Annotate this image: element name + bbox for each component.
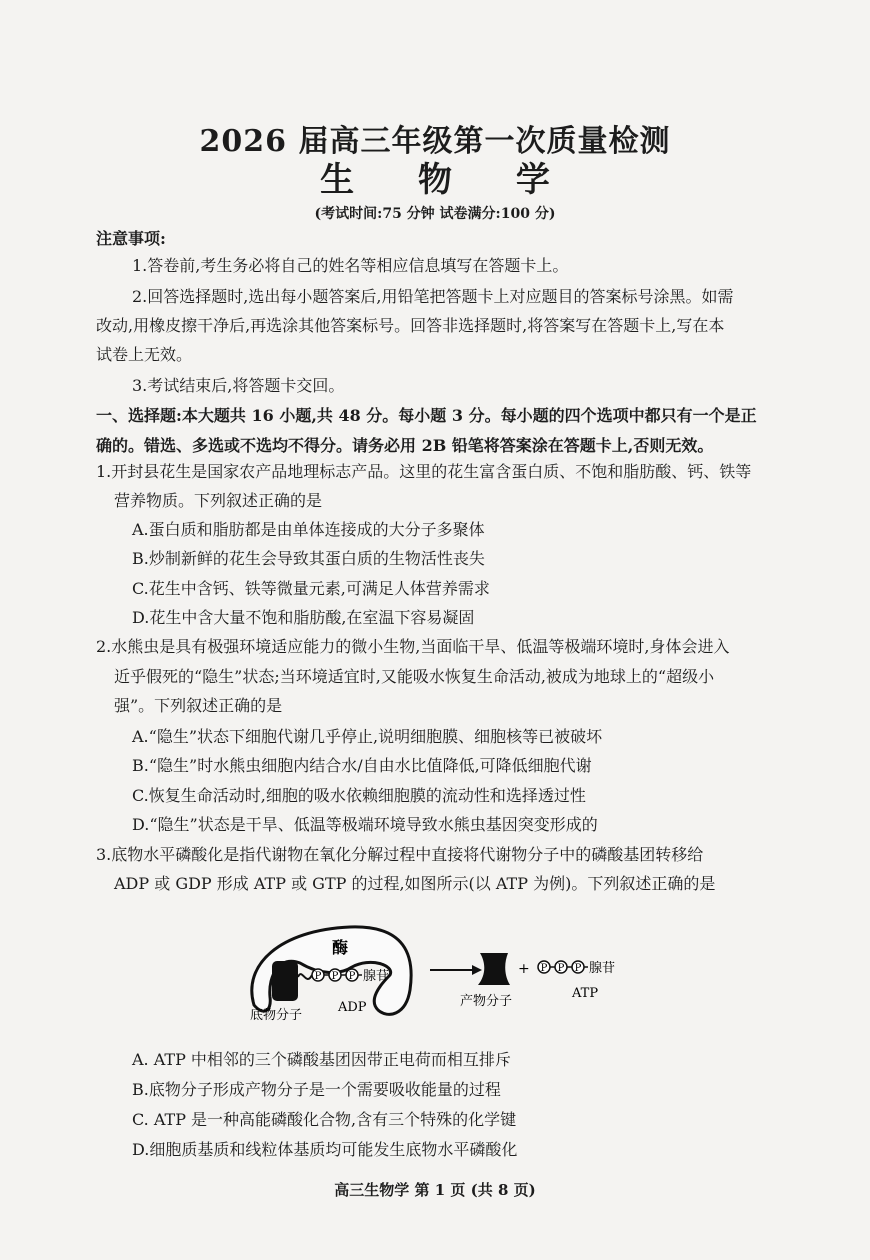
- q1-stem-line-2: 营养物质。下列叙述正确的是: [114, 491, 323, 510]
- phosphate-label: P: [574, 963, 582, 974]
- reaction-arrowhead: [472, 965, 482, 975]
- phosphorylation-figure: [240, 915, 660, 1035]
- phosphate-label: P: [540, 963, 548, 974]
- product-label: 产物分子: [460, 994, 513, 1009]
- page-footer: 高三生物学 第 1 页 (共 8 页): [334, 1181, 536, 1199]
- atp-phosphate-chain: [538, 961, 615, 976]
- product-molecule: [478, 953, 510, 985]
- adp-phosphate-chain: [312, 969, 389, 984]
- adenosine-label: 腺苷: [363, 969, 390, 984]
- exam-title: 2026 届高三年级第一次质量检测: [199, 124, 671, 159]
- q1-stem-line-1: 1.开封县花生是国家农产品地理标志产品。这里的花生富含蛋白质、不饱和脂肪酸、钙、铁等: [96, 462, 752, 481]
- q2-stem-line-1: 2.水熊虫是具有极强环境适应能力的微小生物,当面临干旱、低温等极端环境时,身体会进入: [96, 637, 730, 656]
- adp-label: ADP: [338, 1000, 367, 1015]
- phosphate-label: P: [314, 971, 322, 982]
- q2-stem-line-2: 近乎假死的“隐生”状态;当环境适宜时,又能吸水恢复生命活动,被成为地球上的“超级小: [114, 667, 715, 686]
- notice-item-2-line-1: 2.回答选择题时,选出每小题答案后,用铅笔把答题卡上对应题目的答案标号涂黑。如需: [132, 287, 734, 306]
- notice-item-3: 3.考试结束后,将答题卡交回。: [132, 376, 345, 395]
- atp-label: ATP: [572, 986, 599, 1001]
- q3-stem-line-2: ADP 或 GDP 形成 ATP 或 GTP 的过程,如图所示(以 ATP 为例)。下列叙述正确的是: [114, 874, 716, 893]
- plus-sign: +: [518, 961, 530, 977]
- q2-option-d: D.“隐生”状态是干旱、低温等极端环境导致水熊虫基因突变形成的: [132, 815, 598, 834]
- q2-stem-line-3: 强”。下列叙述正确的是: [114, 696, 283, 715]
- phosphate-label: P: [348, 971, 356, 982]
- subject-title: 生 物 学: [320, 160, 576, 200]
- q3-option-c: C. ATP 是一种高能磷酸化合物,含有三个特殊的化学键: [132, 1110, 517, 1129]
- enzyme-label: 酶: [332, 938, 349, 957]
- notice-item-2-line-3: 试卷上无效。: [96, 345, 193, 364]
- q1-option-c: C.花生中含钙、铁等微量元素,可满足人体营养需求: [132, 579, 490, 598]
- q1-option-b: B.炒制新鲜的花生会导致其蛋白质的生物活性丧失: [132, 549, 485, 568]
- q3-option-a: A. ATP 中相邻的三个磷酸基团因带正电荷而相互排斥: [132, 1050, 511, 1069]
- q1-option-a: A.蛋白质和脂肪都是由单体连接成的大分子多聚体: [132, 520, 485, 539]
- section-1-line-1: 一、选择题:本大题共 16 小题,共 48 分。每小题 3 分。每小题的四个选项中都只有一个是正: [96, 406, 757, 425]
- q2-option-b: B.“隐生”时水熊虫细胞内结合水/自由水比值降低,可降低细胞代谢: [132, 756, 592, 775]
- adenosine-label: 腺苷: [589, 961, 616, 976]
- notice-item-1: 1.答卷前,考生务必将自己的姓名等相应信息填写在答题卡上。: [132, 256, 569, 275]
- notice-heading: 注意事项:: [96, 229, 166, 248]
- q2-option-c: C.恢复生命活动时,细胞的吸水依赖细胞膜的流动性和选择透过性: [132, 786, 586, 805]
- q3-stem-line-1: 3.底物水平磷酸化是指代谢物在氧化分解过程中直接将代谢物分子中的磷酸基团转移给: [96, 845, 704, 864]
- q3-option-d: D.细胞质基质和线粒体基质均可能发生底物水平磷酸化: [132, 1140, 518, 1159]
- q3-option-b: B.底物分子形成产物分子是一个需要吸收能量的过程: [132, 1080, 501, 1099]
- phosphate-label: P: [331, 971, 339, 982]
- section-1-line-2: 确的。错选、多选或不选均不得分。请务必用 2B 铅笔将答案涂在答题卡上,否则无效。: [96, 436, 714, 455]
- notice-item-2-line-2: 改动,用橡皮擦干净后,再选涂其他答案标号。回答非选择题时,将答案写在答题卡上,写在本: [96, 316, 725, 335]
- substrate-block: [272, 961, 298, 1001]
- q2-option-a: A.“隐生”状态下细胞代谢几乎停止,说明细胞膜、细胞核等已被破坏: [132, 727, 603, 746]
- substrate-label: 底物分子: [250, 1008, 303, 1023]
- phosphate-label: P: [557, 963, 565, 974]
- exam-info: (考试时间:75 分钟 试卷满分:100 分): [314, 206, 556, 222]
- q1-option-d: D.花生中含大量不饱和脂肪酸,在室温下容易凝固: [132, 608, 475, 627]
